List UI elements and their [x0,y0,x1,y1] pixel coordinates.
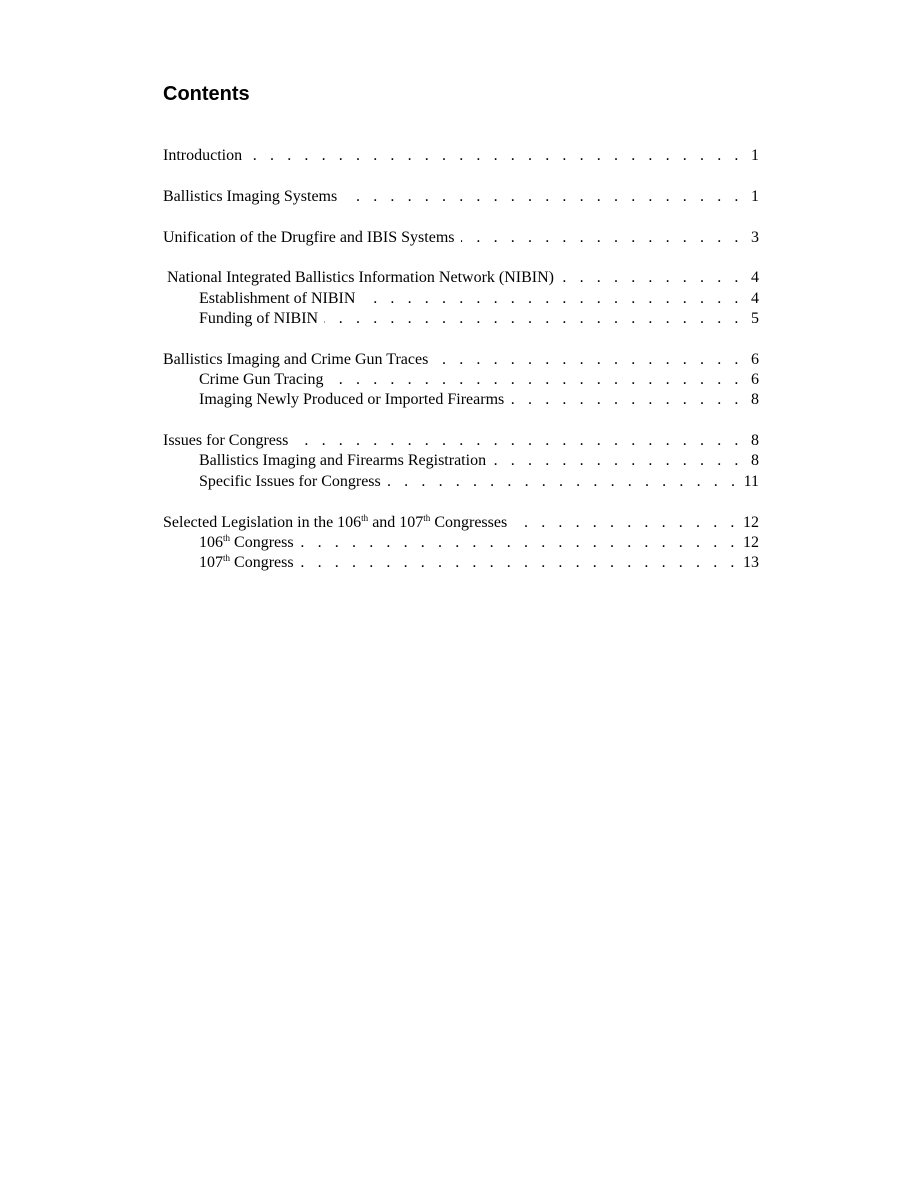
toc-page-number: 8 [751,432,759,450]
dot-leader [513,513,739,533]
toc-page-number: 11 [743,472,759,490]
toc-subentry-imaging-newly-produced[interactable] [163,390,759,410]
toc-page-number: 3 [751,228,759,246]
toc-page-number: 8 [751,452,759,470]
toc-entry-nibin[interactable] [163,268,759,288]
dot-leader [300,553,739,573]
toc-entry-title: Crime Gun Tracing [199,371,324,389]
toc-page-number: 6 [751,371,759,389]
ordinal-suffix: th [423,512,431,523]
toc-page-number: 12 [743,533,759,551]
title-part: 106 [199,533,223,551]
title-part: 107 [199,554,223,572]
dot-leader [294,431,743,451]
page-title: Contents [163,83,250,105]
toc-entry-ballistics-imaging-systems[interactable] [163,187,759,207]
toc-page-number: 8 [751,391,759,409]
title-part: and 107 [368,513,424,531]
dot-leader [492,451,743,471]
dot-leader [461,228,744,248]
toc-page-number: 1 [751,147,759,164]
toc-subentry-funding-of-nibin[interactable] [163,309,759,329]
toc-page-number: 6 [751,350,759,368]
toc-group-issues-for-congress [163,431,759,492]
toc-entry-title: Funding of NIBIN [199,309,319,327]
toc-entry-title: Specific Issues for Congress [199,472,381,490]
toc-group-ballistics-imaging-systems [163,187,759,207]
toc-entry-unification[interactable] [163,228,759,248]
dot-leader [434,350,743,370]
table-of-contents [163,146,759,594]
dot-leader [248,146,743,166]
toc-group-crime-gun-traces [163,350,759,411]
toc-entry-selected-legislation[interactable] [163,513,759,533]
toc-entry-title: Imaging Newly Produced or Imported Firearms [199,391,505,409]
toc-page-number: 4 [751,289,759,307]
toc-entry-issues-for-congress[interactable] [163,431,759,451]
toc-page-number: 4 [751,269,759,287]
toc-entry-title: Ballistics Imaging and Firearms Registration [199,452,487,470]
toc-subentry-firearms-registration[interactable] [163,451,759,471]
dot-leader [387,472,740,492]
toc-entry-title: Establishment of NIBIN [199,289,356,307]
dot-leader [560,268,743,288]
toc-subentry-crime-gun-tracing[interactable] [163,370,759,390]
toc-subentry-establishment-of-nibin[interactable] [163,289,759,309]
toc-entry-title: Unification of the Drugfire and IBIS Systems [163,228,455,246]
dot-leader [361,289,743,309]
ordinal-suffix: th [361,512,369,523]
toc-entry-title: National Integrated Ballistics Information Network (NIBIN) [167,269,554,287]
toc-group-selected-legislation [163,513,759,574]
toc-page-number: 5 [751,309,759,327]
toc-subentry-106th-congress[interactable] [163,533,759,553]
dot-leader [329,370,743,390]
toc-entry-title: Ballistics Imaging and Crime Gun Traces [163,350,429,368]
ordinal-suffix: th [223,553,231,564]
toc-entry-title [199,553,300,573]
toc-page-number: 13 [743,554,759,572]
title-part: Congresses [430,513,508,531]
toc-group-unification [163,228,759,248]
dot-leader [300,533,739,553]
title-part: Congress [230,554,294,572]
toc-entry-title: Introduction [163,147,243,164]
toc-page-number: 12 [743,513,759,531]
dot-leader [343,187,743,207]
toc-page-number: 1 [751,187,759,205]
toc-subentry-107th-congress[interactable] [163,553,759,573]
toc-group-nibin [163,268,759,329]
ordinal-suffix: th [223,532,231,543]
toc-entry-title [199,533,300,553]
toc-entry-crime-gun-traces[interactable] [163,350,759,370]
title-part: Congress [230,533,294,551]
toc-entry-title [163,513,513,533]
toc-entry-introduction[interactable] [163,146,759,166]
toc-entry-title: Issues for Congress [163,432,289,450]
dot-leader [324,309,743,329]
title-part: Selected Legislation in the 106 [163,513,362,531]
dot-leader [510,390,743,410]
toc-entry-title: Ballistics Imaging Systems [163,187,338,205]
toc-subentry-specific-issues[interactable] [163,472,759,492]
toc-group-introduction [163,146,759,166]
